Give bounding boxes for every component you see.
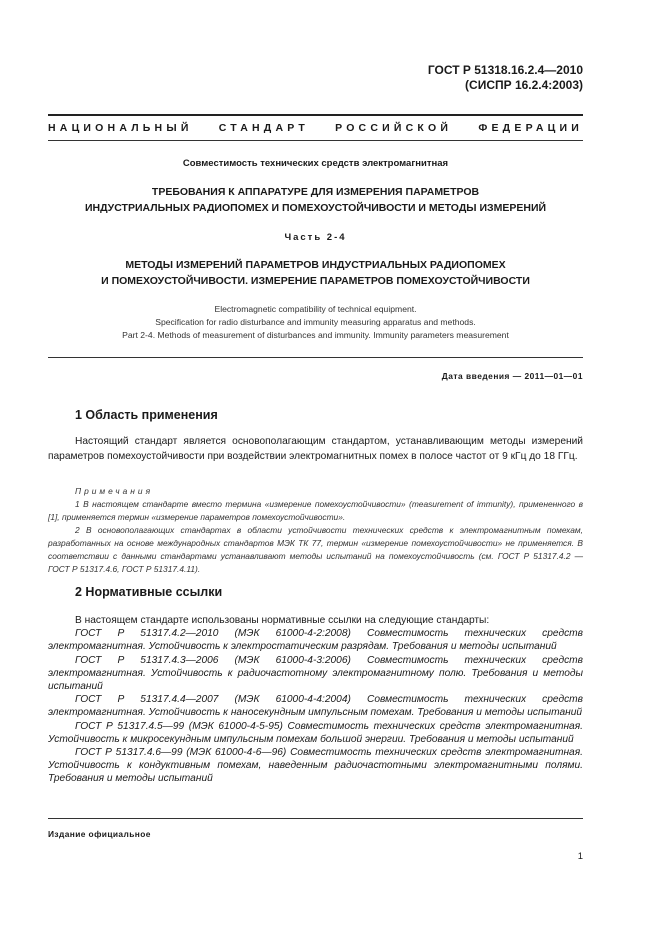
english-title — [48, 303, 583, 342]
part-title-line-2: И ПОМЕХОУСТОЙЧИВОСТИ. ИЗМЕРЕНИЕ ПАРАМЕТРОВ ПОМЕХОУСТОЙЧИВОСТИ — [101, 275, 530, 287]
cispr-number: (СИСПР 16.2.4:2003) — [465, 78, 583, 92]
subject-line: Совместимость технических средств электромагнитная — [182, 158, 449, 169]
part-title — [48, 257, 583, 289]
footer-rule — [48, 818, 583, 819]
reference-item: ГОСТ Р 51317.4.6—99 (МЭК 61000-4-6—96) Совместимость технических средств электромагнитная. Устойчивость к кондуктивным помехам, наведенным радиочастотными электромагнитными полями. Требования и методы испытаний — [48, 747, 583, 785]
standard-type: НАЦИОНАЛЬНЫЙ СТАНДАРТ РОССИЙСКОЙ ФЕДЕРАЦИИ — [48, 122, 583, 134]
reference-item: ГОСТ Р 51317.4.3—2006 (МЭК 61000-4-3:2006) Совместимость технических средств электромагнитная. Устойчивость к радиочастотному электромагнитному полю. Требования и методы испытаний — [48, 654, 583, 693]
english-title-line-2: Specification for radio disturbance and immunity measuring apparatus and methods. — [155, 317, 476, 327]
normative-references — [48, 614, 583, 786]
english-title-line-1: Electromagnetic compatibility of technical equipment. — [214, 304, 417, 314]
intro-rule — [48, 357, 583, 358]
part-title-line-1: МЕТОДЫ ИЗМЕРЕНИЙ ПАРАМЕТРОВ ИНДУСТРИАЛЬНЫХ РАДИОПОМЕХ — [125, 259, 506, 271]
section-1-heading: 1 Область применения — [75, 408, 218, 422]
note-1: 1 В настоящем стандарте вместо термина «измерение помехоустойчивости» (measurement of immunity), примененного в [1], применяется термин «измерение параметров помехоустойчивости». — [48, 499, 583, 522]
reference-item: ГОСТ Р 51317.4.4—2007 (МЭК 61000-4-4:2004) Совместимость технических средств электромагнитная. Устойчивость к наносекундным импульсным помехам. Требования и методы испытаний — [48, 694, 583, 719]
main-title-line-1: ТРЕБОВАНИЯ К АППАРАТУРЕ ДЛЯ ИЗМЕРЕНИЯ ПАРАМЕТРОВ — [151, 186, 480, 198]
notes-heading: Примечания — [75, 486, 154, 496]
note-2: 2 В основополагающих стандартах в области устойчивости технических средств к электромагнитным помехам, разработанных на основе международных стандартов МЭК ТК 77, термин «измерение помехоустойчивости» не применяется. В соответствии с данными стандартами устанавливают методы испытаний на помехоустойчивость (см. ГОСТ Р 51317.4.2 — ГОСТ Р 51317.4.6, ГОСТ Р 51317.4.11). — [48, 525, 583, 574]
header-rule — [48, 140, 583, 141]
reference-item: ГОСТ Р 51317.4.5—99 (МЭК 61000-4-5-95) Совместимость технических средств электромагнитная. Устойчивость к микросекундным импульсным помехам большой энергии. Требования и методы испытаний — [48, 720, 583, 745]
references-intro: В настоящем стандарте использованы нормативные ссылки на следующие стандарты: — [75, 615, 490, 626]
edition-label: Издание официальное — [48, 829, 151, 839]
english-title-line-3: Part 2-4. Methods of measurement of disturbances and immunity. Immunity parameters measurement — [122, 330, 509, 340]
main-title-line-2: ИНДУСТРИАЛЬНЫХ РАДИОПОМЕХ И ПОМЕХОУСТОЙЧИВОСТИ И МЕТОДЫ ИЗМЕРЕНИЙ — [84, 202, 547, 214]
section-1-notes — [48, 485, 583, 576]
section-2-heading: 2 Нормативные ссылки — [75, 585, 223, 599]
section-1-text: Настоящий стандарт является основополагающим стандартом, устанавливающим методы измерений параметров помехоустойчивости при воздействии электромагнитных помех в полосе частот от 9 кГц до 18 ГГц. — [48, 436, 583, 462]
page-number: 1 — [577, 851, 583, 862]
gost-number: ГОСТ Р 51318.16.2.4—2010 — [427, 63, 583, 77]
document-code — [428, 63, 583, 93]
introduction-date: Дата введения — 2011—01—01 — [441, 371, 583, 381]
reference-item: ГОСТ Р 51317.4.2—2010 (МЭК 61000-4-2:2008) Совместимость технических средств электромагнитная. Устойчивость к электростатическим разрядам. Требования и методы испытаний — [48, 628, 583, 653]
part-label: Часть 2-4 — [284, 232, 347, 243]
section-1-paragraph — [48, 435, 583, 464]
main-title — [48, 184, 583, 216]
top-rule — [48, 114, 583, 116]
